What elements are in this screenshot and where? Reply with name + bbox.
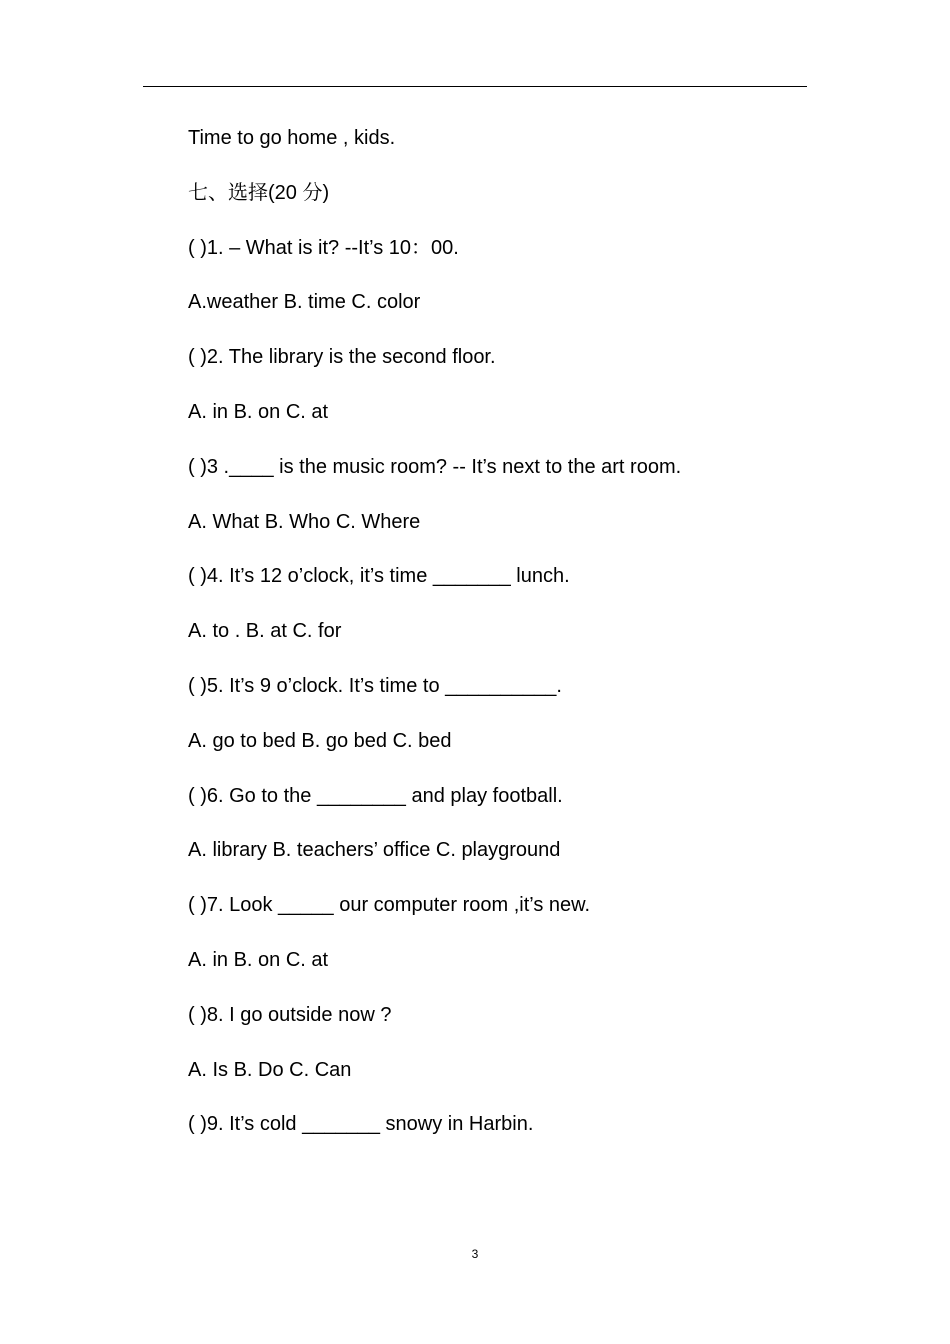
question-3-options: A. What B. Who C. Where — [188, 510, 421, 533]
question-8: ( )8. I go outside now ? — [188, 1003, 392, 1026]
section-heading: 七、选择(20 分) — [188, 181, 330, 204]
question-2: ( )2. The library is the second floor. — [188, 346, 496, 369]
question-7-options: A. in B. on C. at — [188, 948, 329, 971]
question-9: ( )9. It’s cold _______ snowy in Harbin. — [188, 1113, 534, 1136]
page-number: 3 — [471, 1247, 479, 1261]
question-6: ( )6. Go to the ________ and play football. — [188, 784, 563, 807]
question-1: ( )1. – What is it? --It’s 10：00. — [188, 236, 459, 259]
document-body — [188, 122, 828, 1163]
question-4-options: A. to . B. at C. for — [188, 620, 342, 643]
question-6-options: A. library B. teachers’ office C. playground — [188, 839, 561, 862]
question-8-options: A. Is B. Do C. Can — [188, 1058, 352, 1081]
question-4: ( )4. It’s 12 o’clock, it’s time _______ lunch. — [188, 565, 570, 588]
header-rule — [143, 86, 807, 87]
question-5: ( )5. It’s 9 o’clock. It’s time to __________. — [188, 674, 562, 697]
question-1-options: A.weather B. time C. color — [188, 291, 421, 314]
question-2-options: A. in B. on C. at — [188, 400, 329, 423]
text-line-intro: Time to go home , kids. — [188, 127, 396, 149]
question-7: ( )7. Look _____ our computer room ,it’s new. — [188, 894, 591, 917]
question-5-options: A. go to bed B. go bed C. bed — [188, 729, 452, 752]
question-3: ( )3 .____ is the music room? -- It’s next to the art room. — [188, 455, 682, 478]
